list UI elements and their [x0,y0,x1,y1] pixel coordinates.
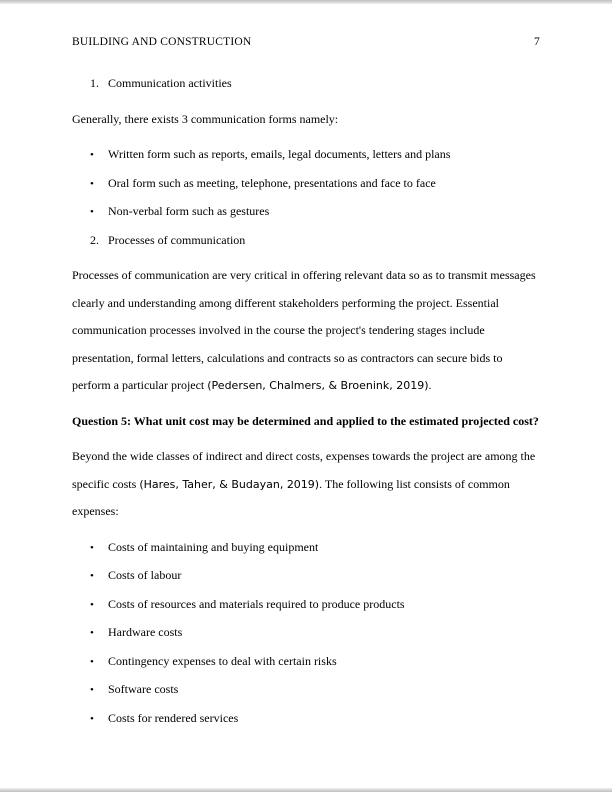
bullet-item-text: Costs of maintaining and buying equipment [108,539,319,554]
bullet-item-text: Software costs [108,682,179,696]
bullet-item [72,705,540,734]
paragraph-intro: Generally, there exists 3 communication forms namely: [72,111,339,126]
numbered-item [72,70,540,98]
page-number: 7 [534,36,540,48]
paragraph-text: . The following list consists of common expenses: [72,476,510,518]
page-header [72,34,540,50]
paragraph-text: Processes of communication are very critical in offering relevant data so as to transmit messages clearly and understanding among different stakeholders performing the project. Essential communication processes involved in the course the project's tendering stages include presentation, formal letters, calculations and contracts so as contractors can secure bids to perform a particular project [72,268,536,392]
bullet-marker: • [90,149,94,161]
bullet-item-text: Written form such as reports, emails, legal documents, letters and plans [108,147,451,161]
document-body [72,70,540,733]
numbered-list [72,227,540,255]
bullet-item [72,141,540,170]
bullet-marker: • [90,712,94,725]
question-heading: Question 5: What unit cost may be determined and applied to the estimated projected cost? [72,413,539,428]
bullet-item [72,170,540,199]
numbered-item [72,227,540,255]
bullet-marker: • [90,684,94,696]
paragraph-costs [72,443,540,526]
bullet-item-text: Costs for rendered services [108,710,239,725]
numbered-list [72,70,540,98]
bullet-marker: • [90,177,94,190]
running-head: BUILDING AND CONSTRUCTION [72,36,252,48]
page-bottom-edge [0,788,612,792]
bullet-item-text: Hardware costs [108,625,183,639]
bullet-item [72,648,540,677]
bullet-list-forms [72,141,540,227]
bullet-item [72,562,540,591]
bullet-marker: • [90,541,94,554]
bullet-item-text: Non-verbal form such as gestures [108,204,270,218]
citation: (Hares, Taher, & Budayan, 2019) [139,477,320,491]
citation: (Pedersen, Chalmers, & Broenink, 2019) [207,379,429,392]
page-top-edge [0,0,612,4]
numbered-item-marker: 2. [90,232,99,247]
paragraph-text: Beyond the wide classes of indirect and direct costs, expenses towards the project are among the specific costs [72,449,536,491]
bullet-item [72,591,540,620]
numbered-item-text: Communication activities [108,76,232,90]
bullet-item-text: Costs of resources and materials required to produce products [108,596,405,611]
paragraph-text: . [428,378,432,392]
bullet-marker: • [90,206,94,218]
bullet-marker: • [90,627,94,639]
bullet-marker: • [90,570,94,582]
bullet-item [72,676,540,705]
bullet-item [72,534,540,563]
bullet-marker: • [90,655,94,668]
numbered-item-marker: 1. [90,76,99,90]
bullet-list-expenses [72,534,540,734]
bullet-item [72,619,540,648]
bullet-item-text: Oral form such as meeting, telephone, presentations and face to face [108,175,436,190]
bullet-item-text: Contingency expenses to deal with certain risks [108,653,337,668]
numbered-item-text: Processes of communication [108,232,246,247]
bullet-item [72,198,540,227]
bullet-item-text: Costs of labour [108,568,182,582]
bullet-marker: • [90,598,94,611]
paragraph-processes [72,262,540,400]
